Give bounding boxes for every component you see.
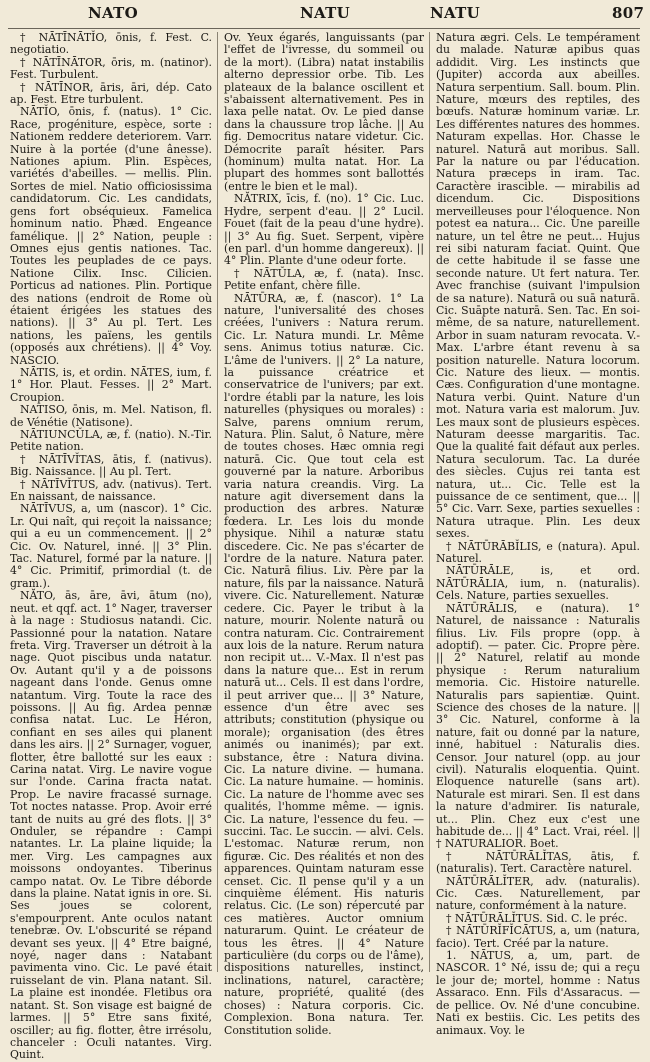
dictionary-entry: NĂTRIX, īcis, f. (no). 1° Cic. Luc. Hydre, serpent d'eau. || 2° Lucil. Fouet (fait de la peau d'une hydre). || 3° Au fig. Suet. Serpent, vipère (en parl. d'un homme dangereux). || 4° Plin. Plante d'une odeur forte. [224,192,424,268]
dictionary-entry: † NĀTŪRĀLĬTAS, ātis, f. (naturalis). Tert. Caractère naturel. [436,849,640,876]
header-left-guide-word: NATO [88,4,138,22]
dictionary-entry: † NĀTŪRĀBĬLIS, e (natura). Apul. Naturel. [436,539,640,566]
page-number: 807 [612,4,645,22]
dictionary-entry: NĀTŪRA, æ, f. (nascor). 1° La nature, l'universalité des choses créées, l'univers : Natura rerum. Cic. Lr. Natura mundi. Lr. Même sens. Animus totius naturæ. Cic. L'âme de l'univers. || 2° La nature, la puissance créatrice et conservatrice de l'univers; par ext. l'ordre établi par la nature, les lois naturelles (physiques ou morales) : Salve, parens omnium rerum, Natura. Plin. Salut, ô Nature, mère de toutes choses. Hæc omnia regi naturā. Cic. Que tout cela est gouverné par la nature. Arboribus varia natura creandis. Virg. La nature agit diversement dans la production des arbres. Naturæ fœdera. Lr. Les lois du monde physique. Nihil a naturæ statu discedere. Cic. Ne pas s'écarter de l'ordre de la nature. Natura pater. Cic. Naturā filius. Liv. Père par la nature, fils par la naissance. Naturā vivere. Cic. Naturellement. Naturæ cedere. Cic. Payer le tribut à la nature, mourir. Nolente naturā ou contra naturam. Cic. Contrairement aux lois de la nature. Rerum natura non recipit ut... V.-Max. Il n'est pas dans la nature que... Est in rerum naturā ut... Cels. Il est dans l'ordre, il peut arriver que... || 3° Nature, essence d'un être avec ses attributs; constitution (physique ou morale); organisation (des êtres animés ou inanimés); par ext. substance, être : Natura divina. Cic. La nature divine. — humana. Cic. La nature humaine. — hominis. Cic. La nature de l'homme avec ses qualités, l'homme même. — ignis. Cic. La nature, l'essence du feu. — succini. Tac. Le succin. — alvi. Cels. L'estomac. Naturæ rerum, non figuræ. Cic. Des réalités et non des apparences. Quintam naturam esse censet. Cic. Il pense qu'il y a un cinquième élément. His naturis relatus. Cic. (Le son) répercuté par ces matières. Auctor omnium naturarum. Quint. Le créateur de tous les êtres. || 4° Nature particulière (du corps ou de l'âme), dispositions naturelles, instinct, inclinations, naturel, caractère; nature, propriété, qualité (des choses) : Natura corporis. Cic. Complexion. Bona natura. Ter. Constitution solide. [224,291,424,1037]
dictionary-entry: † NĀTŪRĬFĬCĀTUS, a, um (natura, facio). Tert. Créé par la nature. [436,924,640,950]
dictionary-entry: Ov. Yeux égarés, languissants (par l'effet de l'ivresse, du sommeil ou de la mort). (Libra) natat instabilis alterno depressior orbe. Tib. Les plateaux de la balance oscillent et s'abaissent alternativement. Pes in laxa pelle natat. Ov. Le pied danse dans la chaussure trop lâche. || Au fig. Democritus natare videtur. Cic. Démocrite paraît hésiter. Pars (hominum) multa natat. Hor. La plupart des hommes sont ballottés (entre le bien et le mal). [224,31,424,193]
dictionary-entry: NĀTIS, is, et ordin. NĀTES, ium, f. 1° Hor. Plaut. Fesses. || 2° Mart. Croupion. [10,365,212,404]
dictionary-entry: NĀTŪRĀLE, is, et ord. NĀTŪRĀLIA, ium, n. (naturalis). Cels. Nature, parties sexuelles. [436,564,640,603]
dictionary-entry: NĀTŪRĀLĬTER, adv. (naturalis). Cic. Cæs. Naturellement, par nature, conformément à la nature. [436,874,640,913]
dictionary-entry: † NĀTĪVĬTAS, ātis, f. (nativus). Big. Naissance. || Au pl. Tert. [10,452,212,479]
dictionary-entry: NĀTĪVUS, a, um (nascor). 1° Cic. Lr. Qui naît, qui reçoit la naissance; qui a eu un commencement. || 2° Cic. Ov. Naturel, inné. || 3° Plin. Tac. Naturel, formé par la nature. || 4° Cic. Primitif, primordial (t. de gram.). [10,502,212,590]
dictionary-entry: Natura ægri. Cels. Le tempérament du malade. Naturæ apibus quas addidit. Virg. Les instincts que (Jupiter) accorda aux abeilles. Natura serpentium. Sall. boum. Plin. Nature, mœurs des reptiles, des bœufs. Naturæ hominum variæ. Lr. Les différentes natures des hommes. Naturam expellas. Hor. Chasse le naturel. Naturā aut moribus. Sall. Par la nature ou par l'éducation. Natura præceps in iram. Tac. Caractère irascible. — mirabilis ad dicendum. Cic. Dispositions merveilleuses pour l'éloquence. Non potest ea natura... Cic. Une pareille nature, un tel être ne peut... Hujus rei sibi naturam faciat. Quint. Que de cette habitude il se fasse une seconde nature. Ut fert natura. Ter. Avec franchise (suivant l'impulsion de sa nature). Naturā ou suā naturā. Cic. Suāpte naturā. Sen. Tac. En soi-même, de sa nature, naturellement. Arbor in suam naturam revocata. V.-Max. L'arbre étant revenu à sa position naturelle. Natura locorum. Cic. Nature des lieux. — montis. Cæs. Configuration d'une montagne. Natura verbi. Quint. Nature d'un mot. Natura varia est malorum. Juv. Les maux sont de plusieurs espèces. Naturam deesse margaritis. Tac. Que la qualité fait défaut aux perles. Natura seculorum. Tac. La durée des siècles. Cujus rei tanta est natura, ut... Cic. Telle est la puissance de ce sentiment, que... || 5° Cic. Varr. Sexe, parties sexuelles : Natura utraque. Plin. Les deux sexes. [436,31,640,541]
dictionary-entry: NĂTO, ās, āre, āvi, ātum (no), neut. et qqf. act. 1° Nager, traverser à la nage : Studiosus natandi. Cic. Passionné pour la natation. Natare freta. Virg. Traverser un détroit à la nage. Quot piscibus unda natatur. Ov. Autant qu'il y a de poissons nageant dans l'onde. Genus omne natantum. Virg. Toute la race des poissons. || Au fig. Ardea pennæ confisa natat. Luc. Le Héron, confiant en ses ailes qui planent dans les airs. || 2° Surnager, voguer, flotter, être ballotté sur les eaux : Carina natat. Virg. Le navire vogue sur l'onde. Carina fracta natat. Prop. Le navire fracassé surnage. Tot noctes natasse. Prop. Avoir erré tant de nuits au gré des flots. || 3° Onduler, se répandre : Campi natantes. Lr. La plaine liquide; la mer. Virg. Les campagnes aux moissons ondoyantes. Tiberinus campo natat. Ov. Le Tibre déborde dans la plaine. Natat ignis in ore. Si. Ses joues se colorent, s'empourprent. Ante oculos natant tenebræ. Ov. L'obscurité se répand devant ses yeux. || 4° Etre baigné, noyé, nager dans : Natabant pavimenta vino. Cic. Le pavé était ruisselant de vin. Plana natant. Sil. La plaine est inondée. Fletibus ora natant. St. Son visage est baigné de larmes. || 5° Etre sans fixité, osciller; au fig. flotter, être irrésolu, chanceler : Oculi natantes. Virg. Quint. [10,589,213,1062]
dictionary-entry: † NĀTĪNĀTĬO, ōnis, f. Fest. C. negotiatio. [10,31,212,57]
header-center-guide-word: NATU [300,4,350,22]
dictionary-entry: NĀTŪRĀLIS, e (natura). 1° Naturel, de naissance : Naturalis filius. Liv. Fils propre (opp. à adoptif). — pater. Cic. Propre père. || 2° Naturel, relatif au monde physique : Rerum naturalium memoria. Cic. Histoire naturelle. Naturalis pars sapientiæ. Quint. Science des choses de la nature. || 3° Cic. Naturel, conforme à la nature, fait ou donné par la nature, inné, habituel : Naturalis dies. Censor. Jour naturel (opp. au jour civil). Naturalis eloquentia. Quint. Eloquence naturelle (sans art). Naturale est mirari. Sen. Il est dans la nature d'admirer. Iis naturale, ut... Plin. Chez eux c'est une habitude de... || 4° Lact. Vrai, réel. || † NATURALIOR. Boet. [436,601,640,851]
column-divider-2 [429,32,430,972]
dictionary-entry: 1. NĀTUS, a, um, part. de NASCOR. 1° Né, issu de; qui a reçu le jour de; mortel, homme : Natus Assaraco. Enn. Fils d'Assaracus. — de pellice. Ov. Né d'une concubine. Nati ex bestiis. Cic. Les petits des animaux. Voy. le [436,949,640,1037]
header-right-guide-word: NATU [430,4,480,22]
header-rule [8,28,640,29]
dictionary-entry: † NĀTŪRĀLĬTUS. Sid. C. le préc. [446,911,628,925]
dictionary-entry: † NĀTĪNOR, āris, āri, dép. Cato ap. Fest. Etre turbulent. [10,80,212,107]
column-1 [10,31,213,1062]
column-divider-1 [217,32,218,972]
dictionary-entry: † NĀTŬLA, æ, f. (nata). Insc. Petite enfant, chère fille. [224,266,424,293]
dictionary-entry: † NĀTĪNĀTOR, ōris, m. (natinor). Fest. Turbulent. [10,55,212,82]
dictionary-entry: † NĀTĪVĬTUS, adv. (nativus). Tert. En naissant, de naissance. [10,477,212,504]
running-header [0,0,650,30]
dictionary-entry: NĀTIUNCŬLA, æ, f. (natio). N.-Tir. Petite nation. [10,428,212,454]
column-3 [436,31,640,1037]
column-2 [224,31,424,1037]
dictionary-entry: NĀTĬO, ōnis, f. (natus). 1° Cic. Race, progéniture, espèce, sorte : Nationem reddere deteriorem. Varr. Nuire à la portée (d'une ânesse). Nationes apium. Plin. Espèces, variétés d'abeilles. — mellis. Plin. Sortes de miel. Natio officiosissima candidatorum. Cic. Les candidats, gens fort obséquieux. Famelica hominum natio. Phæd. Engeance famélique. || 2° Nation, peuple : Omnes ejus gentis nationes. Tac. Toutes les peuplades de ce pays. Natione Cilix. Insc. Cilicien. Porticus ad nationes. Plin. Portique des nations (endroit de Rome où étaient érigées les statues des nations). || 3° Au pl. Tert. Les nations, les païens, les gentils (opposés aux chrétiens). || 4° Voy. NASCIO. [10,105,212,367]
dictionary-entry: NATISO, ōnis, m. Mel. Natison, fl. de Vénétie (Natisone). [10,403,212,429]
